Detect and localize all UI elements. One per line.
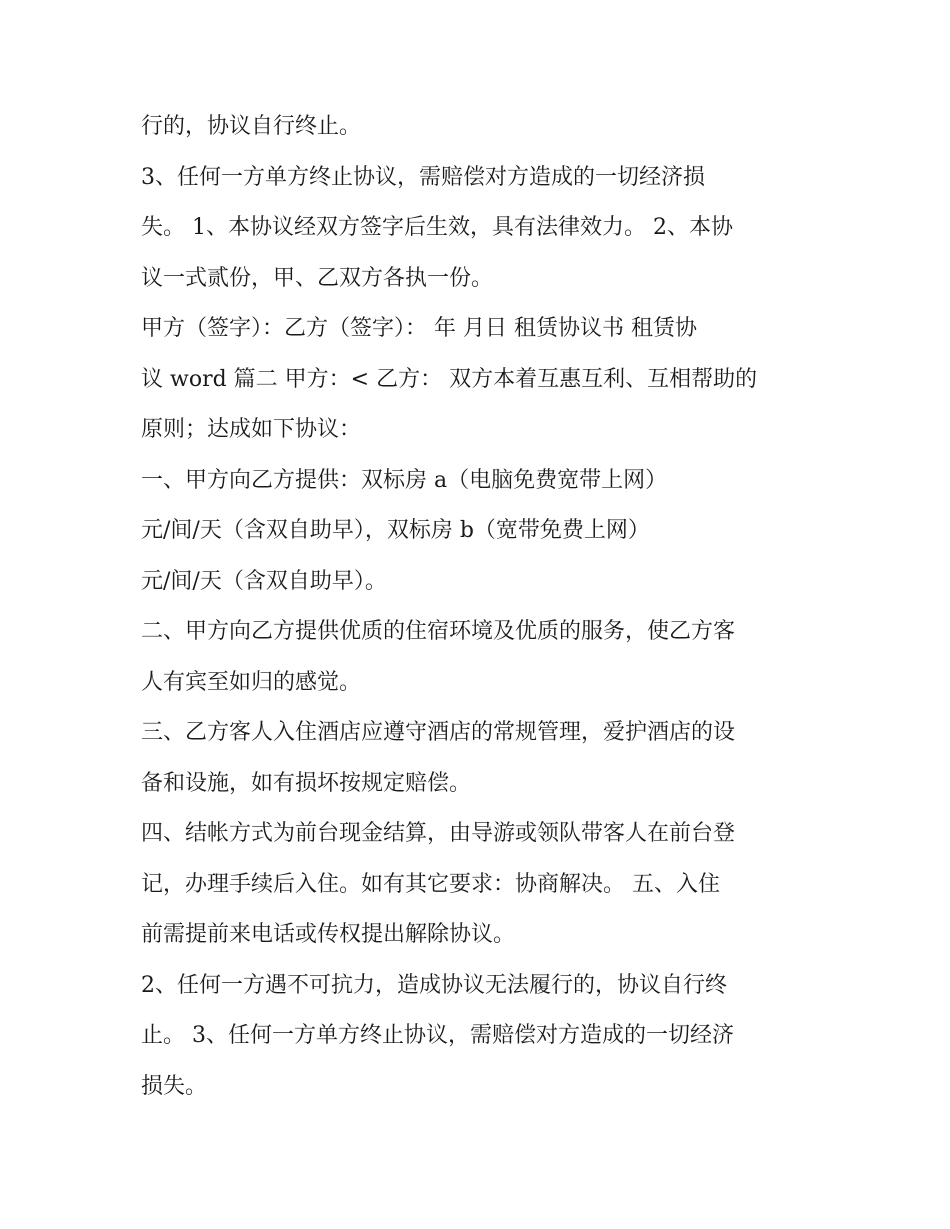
text-line: 3、任何一方单方终止协议，需赔偿对方造成的一切经济损 bbox=[141, 164, 705, 190]
text-line: 二、甲方向乙方提供优质的住宿环境及优质的服务，使乙方客 bbox=[141, 619, 736, 644]
text-line: 记，办理手续后入住。如有其它要求：协商解决。 五、入住 bbox=[141, 871, 720, 897]
text-line: 前需提前来电话或传权提出解除协议。 bbox=[141, 922, 516, 947]
text-line: 损失。 bbox=[141, 1073, 208, 1099]
text-line: 行的，协议自行终止。 bbox=[141, 114, 362, 139]
text-line: 失。 1、本协议经双方签字后生效，具有法律效力。 2、本协 bbox=[141, 215, 733, 240]
text-line: 三、乙方客人入住酒店应遵守酒店的常规管理，爱护酒店的设 bbox=[141, 720, 736, 745]
text-line: 甲方（签字）：乙方（签字）： 年 月日 租赁协议书 租赁协 bbox=[141, 316, 697, 341]
text-line: 议 word 篇二 甲方：< 乙方： 双方本着互惠互利、互相帮助的 bbox=[141, 366, 758, 392]
text-line: 四、结帐方式为前台现金结算，由导游或领队带客人在前台登 bbox=[141, 821, 736, 846]
document-body bbox=[141, 102, 821, 1112]
text-line: 议一式贰份，甲、乙双方各执一份。 bbox=[141, 265, 494, 291]
text-line: 人有宾至如归的感觉。 bbox=[141, 669, 362, 695]
text-line: 止。 3、任何一方单方终止协议，需赔偿对方造成的一切经济 bbox=[141, 1023, 734, 1048]
text-line: 备和设施，如有损坏按规定赔偿。 bbox=[141, 770, 472, 796]
text-line: 一、甲方向乙方提供：双标房 a（电脑免费宽带上网） bbox=[141, 467, 668, 493]
text-line: 2、任何一方遇不可抗力，造成协议无法履行的，协议自行终 bbox=[141, 972, 727, 998]
text-line: 元/间/天（含双自助早）。 bbox=[141, 568, 387, 594]
text-line: 原则；达成如下协议： bbox=[141, 417, 362, 442]
text-line: 元/间/天（含双自助早），双标房 b（宽带免费上网） bbox=[141, 518, 650, 543]
